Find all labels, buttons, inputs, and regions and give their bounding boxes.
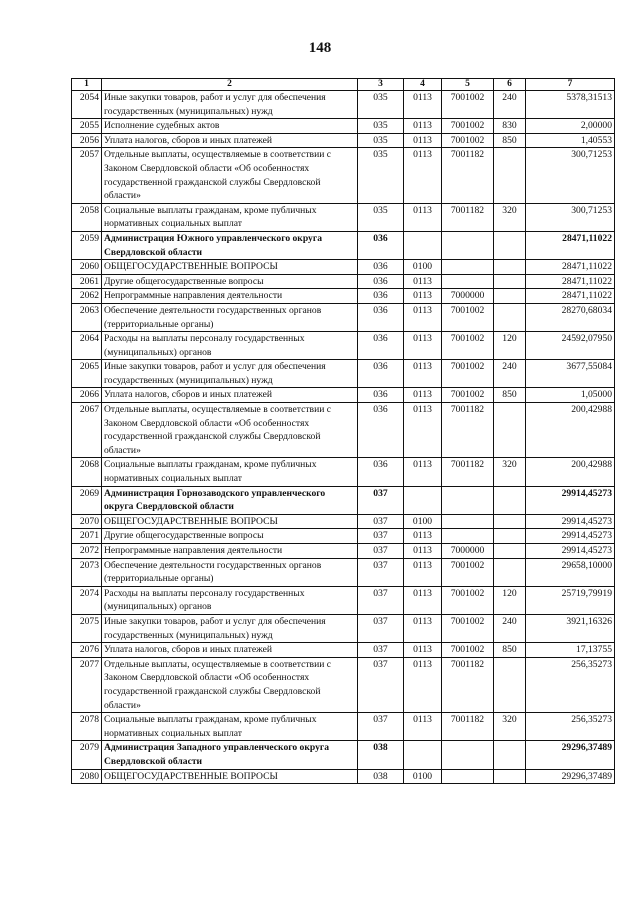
header-col-1: 1: [72, 79, 102, 91]
row-amount: 5378,31513: [526, 91, 615, 119]
row-section-code: 0113: [404, 360, 442, 388]
row-name: Расходы на выплаты персоналу государственных (муниципальных) органов: [102, 586, 358, 614]
row-name: Иные закупки товаров, работ и услуг для обеспечения государственных (муниципальных) нужд: [102, 614, 358, 642]
table-row: [72, 558, 615, 586]
row-number: 2078: [72, 713, 102, 741]
row-expense-type: [494, 231, 526, 259]
row-admin-code: 035: [358, 203, 404, 231]
row-expense-type: [494, 741, 526, 769]
row-name: Непрограммные направления деятельности: [102, 544, 358, 559]
table-row: [72, 303, 615, 331]
header-col-2: 2: [102, 79, 358, 91]
row-name: Иные закупки товаров, работ и услуг для обеспечения государственных (муниципальных) нужд: [102, 91, 358, 119]
row-amount: 1,05000: [526, 388, 615, 403]
table-row: [72, 148, 615, 203]
row-number: 2072: [72, 544, 102, 559]
row-number: 2062: [72, 289, 102, 304]
row-expense-type: [494, 486, 526, 514]
row-target-code: 7001002: [442, 133, 494, 148]
row-target-code: 7001002: [442, 643, 494, 658]
row-name: Отдельные выплаты, осуществляемые в соответствии с Законом Свердловской области «Об особенностях государственной гражданской службы Свердловской области»: [102, 657, 358, 712]
row-number: 2080: [72, 769, 102, 784]
row-number: 2071: [72, 529, 102, 544]
row-admin-code: 036: [358, 274, 404, 289]
row-admin-code: 035: [358, 148, 404, 203]
row-name: ОБЩЕГОСУДАРСТВЕННЫЕ ВОПРОСЫ: [102, 769, 358, 784]
row-target-code: 7001002: [442, 388, 494, 403]
budget-table: [71, 78, 615, 784]
row-expense-type: [494, 148, 526, 203]
table-row: [72, 289, 615, 304]
header-col-7: 7: [526, 79, 615, 91]
table-row: [72, 713, 615, 741]
row-name: Обеспечение деятельности государственных органов (территориальные органы): [102, 303, 358, 331]
row-section-code: 0100: [404, 514, 442, 529]
row-target-code: 7001002: [442, 303, 494, 331]
row-amount: 29914,45273: [526, 529, 615, 544]
row-section-code: 0113: [404, 544, 442, 559]
row-admin-code: 037: [358, 529, 404, 544]
row-section-code: 0113: [404, 614, 442, 642]
row-admin-code: 037: [358, 614, 404, 642]
row-number: 2075: [72, 614, 102, 642]
row-number: 2067: [72, 403, 102, 458]
table-row: [72, 403, 615, 458]
table-row: [72, 388, 615, 403]
row-name: Непрограммные направления деятельности: [102, 289, 358, 304]
row-expense-type: [494, 403, 526, 458]
row-name: Отдельные выплаты, осуществляемые в соответствии с Законом Свердловской области «Об особенностях государственной гражданской службы Свердловской области»: [102, 403, 358, 458]
row-expense-type: 240: [494, 360, 526, 388]
row-section-code: [404, 231, 442, 259]
row-number: 2054: [72, 91, 102, 119]
row-admin-code: 037: [358, 643, 404, 658]
row-section-code: 0113: [404, 458, 442, 486]
row-amount: 28270,68034: [526, 303, 615, 331]
row-number: 2064: [72, 332, 102, 360]
table-row: [72, 643, 615, 658]
table-row: [72, 741, 615, 769]
row-section-code: 0113: [404, 643, 442, 658]
row-amount: 28471,11022: [526, 274, 615, 289]
row-amount: 300,71253: [526, 148, 615, 203]
row-target-code: [442, 769, 494, 784]
row-amount: 200,42988: [526, 403, 615, 458]
header-col-5: 5: [442, 79, 494, 91]
row-admin-code: 036: [358, 260, 404, 275]
table-row: [72, 514, 615, 529]
row-target-code: 7001182: [442, 403, 494, 458]
row-expense-type: [494, 558, 526, 586]
row-number: 2060: [72, 260, 102, 275]
table-row: [72, 544, 615, 559]
row-section-code: 0113: [404, 289, 442, 304]
row-admin-code: 036: [358, 403, 404, 458]
row-target-code: 7001182: [442, 148, 494, 203]
row-target-code: 7001182: [442, 203, 494, 231]
row-number: 2065: [72, 360, 102, 388]
row-number: 2073: [72, 558, 102, 586]
row-section-code: [404, 741, 442, 769]
table-row: [72, 203, 615, 231]
row-section-code: 0113: [404, 713, 442, 741]
row-expense-type: 240: [494, 91, 526, 119]
row-target-code: 7001002: [442, 586, 494, 614]
row-name: ОБЩЕГОСУДАРСТВЕННЫЕ ВОПРОСЫ: [102, 260, 358, 275]
row-target-code: 7001002: [442, 558, 494, 586]
row-name: Социальные выплаты гражданам, кроме публичных нормативных социальных выплат: [102, 713, 358, 741]
row-name: Социальные выплаты гражданам, кроме публичных нормативных социальных выплат: [102, 203, 358, 231]
page-number: 148: [308, 40, 332, 56]
row-section-code: 0100: [404, 769, 442, 784]
table-row: [72, 486, 615, 514]
row-section-code: 0113: [404, 119, 442, 134]
row-amount: 1,40553: [526, 133, 615, 148]
row-number: 2070: [72, 514, 102, 529]
table-row: [72, 274, 615, 289]
row-section-code: 0113: [404, 274, 442, 289]
row-section-code: 0113: [404, 529, 442, 544]
row-target-code: 7001182: [442, 657, 494, 712]
row-target-code: 7001002: [442, 91, 494, 119]
row-name: Уплата налогов, сборов и иных платежей: [102, 643, 358, 658]
row-expense-type: 240: [494, 614, 526, 642]
row-amount: 28471,11022: [526, 289, 615, 304]
row-section-code: [404, 486, 442, 514]
row-admin-code: 035: [358, 91, 404, 119]
row-name: Уплата налогов, сборов и иных платежей: [102, 133, 358, 148]
row-admin-code: 036: [358, 360, 404, 388]
table-row: [72, 769, 615, 784]
row-admin-code: 038: [358, 741, 404, 769]
table-row: [72, 91, 615, 119]
row-name: Уплата налогов, сборов и иных платежей: [102, 388, 358, 403]
row-amount: 200,42988: [526, 458, 615, 486]
row-number: 2069: [72, 486, 102, 514]
row-target-code: [442, 529, 494, 544]
row-section-code: 0113: [404, 133, 442, 148]
row-section-code: 0113: [404, 586, 442, 614]
row-admin-code: 036: [358, 332, 404, 360]
row-number: 2056: [72, 133, 102, 148]
row-admin-code: 037: [358, 486, 404, 514]
row-expense-type: [494, 303, 526, 331]
row-number: 2061: [72, 274, 102, 289]
row-section-code: 0113: [404, 303, 442, 331]
table-row: [72, 119, 615, 134]
row-expense-type: 830: [494, 119, 526, 134]
row-name: Исполнение судебных актов: [102, 119, 358, 134]
row-target-code: [442, 486, 494, 514]
row-expense-type: 320: [494, 458, 526, 486]
row-admin-code: 036: [358, 289, 404, 304]
row-expense-type: [494, 274, 526, 289]
row-admin-code: 037: [358, 514, 404, 529]
row-target-code: [442, 741, 494, 769]
row-expense-type: 320: [494, 713, 526, 741]
row-amount: 29914,45273: [526, 486, 615, 514]
row-target-code: [442, 260, 494, 275]
row-target-code: 7001002: [442, 119, 494, 134]
row-name: ОБЩЕГОСУДАРСТВЕННЫЕ ВОПРОСЫ: [102, 514, 358, 529]
table-body: [72, 91, 615, 784]
row-expense-type: [494, 769, 526, 784]
row-section-code: 0113: [404, 91, 442, 119]
row-admin-code: 037: [358, 586, 404, 614]
row-name: Отдельные выплаты, осуществляемые в соответствии с Законом Свердловской области «Об особенностях государственной гражданской службы Свердловской области»: [102, 148, 358, 203]
row-number: 2077: [72, 657, 102, 712]
row-amount: 25719,79919: [526, 586, 615, 614]
row-admin-code: 036: [358, 458, 404, 486]
row-target-code: 7000000: [442, 289, 494, 304]
table-row: [72, 332, 615, 360]
row-target-code: [442, 514, 494, 529]
row-section-code: 0113: [404, 657, 442, 712]
row-section-code: 0113: [404, 332, 442, 360]
row-amount: 24592,07950: [526, 332, 615, 360]
row-number: 2063: [72, 303, 102, 331]
row-admin-code: 037: [358, 713, 404, 741]
row-admin-code: 036: [358, 303, 404, 331]
row-admin-code: 035: [358, 119, 404, 134]
row-amount: 3921,16326: [526, 614, 615, 642]
row-amount: 256,35273: [526, 657, 615, 712]
row-expense-type: 850: [494, 643, 526, 658]
row-admin-code: 037: [358, 544, 404, 559]
row-expense-type: [494, 544, 526, 559]
row-expense-type: [494, 657, 526, 712]
row-number: 2079: [72, 741, 102, 769]
row-name: Расходы на выплаты персоналу государственных (муниципальных) органов: [102, 332, 358, 360]
header-col-3: 3: [358, 79, 404, 91]
row-section-code: 0113: [404, 388, 442, 403]
row-number: 2068: [72, 458, 102, 486]
row-number: 2059: [72, 231, 102, 259]
row-name: Другие общегосударственные вопросы: [102, 274, 358, 289]
table-row: [72, 260, 615, 275]
header-col-4: 4: [404, 79, 442, 91]
row-admin-code: 038: [358, 769, 404, 784]
row-name: Иные закупки товаров, работ и услуг для обеспечения государственных (муниципальных) нужд: [102, 360, 358, 388]
row-admin-code: 037: [358, 657, 404, 712]
row-expense-type: [494, 260, 526, 275]
row-admin-code: 036: [358, 231, 404, 259]
row-amount: 2,00000: [526, 119, 615, 134]
row-name: Обеспечение деятельности государственных органов (территориальные органы): [102, 558, 358, 586]
row-target-code: 7001002: [442, 332, 494, 360]
row-expense-type: 120: [494, 332, 526, 360]
row-expense-type: 850: [494, 133, 526, 148]
row-amount: 17,13755: [526, 643, 615, 658]
row-section-code: 0113: [404, 403, 442, 458]
row-admin-code: 035: [358, 133, 404, 148]
row-name: Администрация Западного управленческого округа Свердловской области: [102, 741, 358, 769]
row-expense-type: 850: [494, 388, 526, 403]
row-number: 2058: [72, 203, 102, 231]
table-row: [72, 458, 615, 486]
row-expense-type: [494, 289, 526, 304]
row-target-code: 7001002: [442, 614, 494, 642]
row-name: Администрация Горнозаводского управленческого округа Свердловской области: [102, 486, 358, 514]
row-amount: 3677,55084: [526, 360, 615, 388]
table-row: [72, 360, 615, 388]
row-admin-code: 036: [358, 388, 404, 403]
table-row: [72, 133, 615, 148]
row-expense-type: 120: [494, 586, 526, 614]
row-number: 2055: [72, 119, 102, 134]
row-amount: 29296,37489: [526, 741, 615, 769]
table-row: [72, 529, 615, 544]
row-target-code: 7001182: [442, 458, 494, 486]
row-target-code: 7001002: [442, 360, 494, 388]
table-row: [72, 657, 615, 712]
table-row: [72, 614, 615, 642]
row-name: Администрация Южного управленческого округа Свердловской области: [102, 231, 358, 259]
table-header-row: [72, 79, 615, 91]
row-target-code: [442, 274, 494, 289]
row-section-code: 0113: [404, 148, 442, 203]
row-number: 2057: [72, 148, 102, 203]
row-amount: 28471,11022: [526, 231, 615, 259]
row-name: Другие общегосударственные вопросы: [102, 529, 358, 544]
row-name: Социальные выплаты гражданам, кроме публичных нормативных социальных выплат: [102, 458, 358, 486]
row-number: 2066: [72, 388, 102, 403]
row-section-code: 0113: [404, 203, 442, 231]
row-amount: 28471,11022: [526, 260, 615, 275]
row-expense-type: 320: [494, 203, 526, 231]
row-section-code: 0113: [404, 558, 442, 586]
header-col-6: 6: [494, 79, 526, 91]
row-expense-type: [494, 529, 526, 544]
row-amount: 29658,10000: [526, 558, 615, 586]
table-row: [72, 586, 615, 614]
row-target-code: 7001182: [442, 713, 494, 741]
row-number: 2076: [72, 643, 102, 658]
row-expense-type: [494, 514, 526, 529]
row-amount: 29914,45273: [526, 544, 615, 559]
row-amount: 300,71253: [526, 203, 615, 231]
row-amount: 256,35273: [526, 713, 615, 741]
table-row: [72, 231, 615, 259]
row-target-code: [442, 231, 494, 259]
row-target-code: 7000000: [442, 544, 494, 559]
row-amount: 29914,45273: [526, 514, 615, 529]
row-number: 2074: [72, 586, 102, 614]
row-amount: 29296,37489: [526, 769, 615, 784]
row-section-code: 0100: [404, 260, 442, 275]
row-admin-code: 037: [358, 558, 404, 586]
